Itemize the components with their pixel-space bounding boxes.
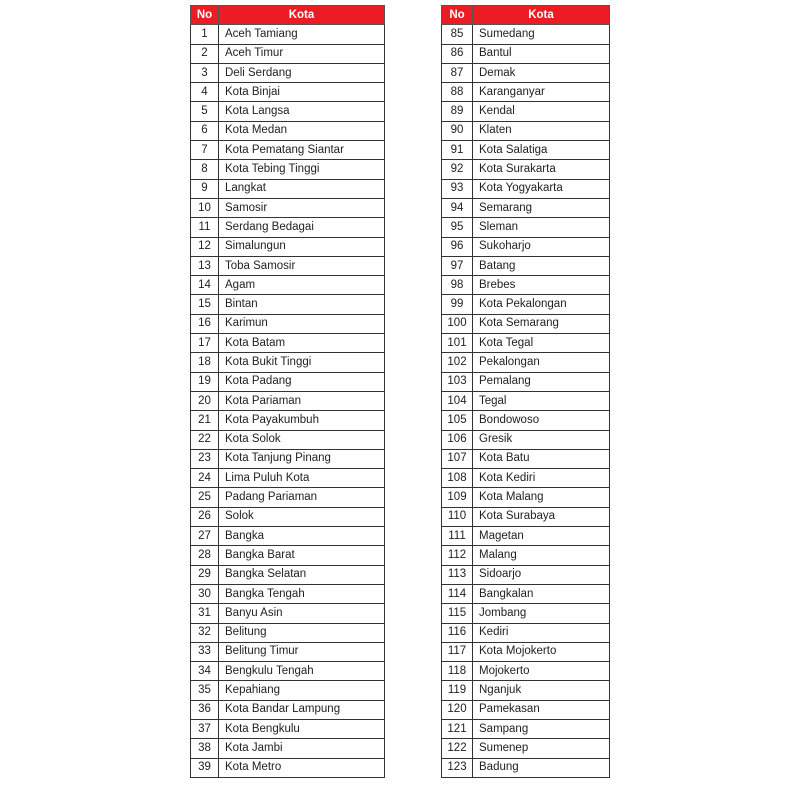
table-row [442, 719, 610, 738]
table-row [191, 604, 385, 623]
city-name: Brebes [473, 276, 610, 295]
city-name: Jombang [473, 604, 610, 623]
city-name: Kota Surakarta [473, 160, 610, 179]
table-row [191, 334, 385, 353]
city-name: Kota Malang [473, 488, 610, 507]
table-row [442, 179, 610, 198]
row-number: 18 [191, 353, 219, 372]
row-number: 108 [442, 469, 473, 488]
table-row [191, 198, 385, 217]
city-name: Agam [219, 276, 385, 295]
table-row [191, 237, 385, 256]
city-name: Sumenep [473, 739, 610, 758]
row-number: 35 [191, 681, 219, 700]
city-table-right [441, 5, 610, 778]
row-number: 9 [191, 179, 219, 198]
city-name: Bintan [219, 295, 385, 314]
row-number: 89 [442, 102, 473, 121]
city-name: Pekalongan [473, 353, 610, 372]
table-row [442, 739, 610, 758]
table-row [442, 411, 610, 430]
city-name: Kota Kediri [473, 469, 610, 488]
city-name: Solok [219, 507, 385, 526]
row-number: 112 [442, 546, 473, 565]
city-name: Pamekasan [473, 700, 610, 719]
table-row [191, 488, 385, 507]
row-number: 16 [191, 314, 219, 333]
table-row [191, 160, 385, 179]
table-row [442, 295, 610, 314]
row-number: 110 [442, 507, 473, 526]
row-number: 1 [191, 25, 219, 44]
row-number: 118 [442, 662, 473, 681]
row-number: 92 [442, 160, 473, 179]
row-number: 33 [191, 642, 219, 661]
row-number: 22 [191, 430, 219, 449]
table-row [442, 565, 610, 584]
city-name: Sukoharjo [473, 237, 610, 256]
row-number: 90 [442, 121, 473, 140]
table-row [442, 449, 610, 468]
city-name: Kota Binjai [219, 83, 385, 102]
row-number: 29 [191, 565, 219, 584]
row-number: 104 [442, 391, 473, 410]
city-name: Simalungun [219, 237, 385, 256]
table-row [191, 372, 385, 391]
table-row [191, 295, 385, 314]
city-name: Sumedang [473, 25, 610, 44]
city-name: Kota Pematang Siantar [219, 141, 385, 160]
city-name: Deli Serdang [219, 63, 385, 82]
row-number: 2 [191, 44, 219, 63]
row-number: 34 [191, 662, 219, 681]
row-number: 23 [191, 449, 219, 468]
city-name: Kota Mojokerto [473, 642, 610, 661]
city-name: Semarang [473, 198, 610, 217]
table-row [442, 700, 610, 719]
table-row [191, 700, 385, 719]
city-name: Kota Batam [219, 334, 385, 353]
table-row [442, 256, 610, 275]
city-name: Kota Jambi [219, 739, 385, 758]
row-number: 5 [191, 102, 219, 121]
city-name: Nganjuk [473, 681, 610, 700]
table-row [442, 391, 610, 410]
city-name: Bangka [219, 527, 385, 546]
row-number: 25 [191, 488, 219, 507]
row-number: 21 [191, 411, 219, 430]
table-row [191, 314, 385, 333]
city-name: Kota Bandar Lampung [219, 700, 385, 719]
table-row [442, 488, 610, 507]
city-name: Kota Medan [219, 121, 385, 140]
row-number: 8 [191, 160, 219, 179]
city-name: Kota Tanjung Pinang [219, 449, 385, 468]
row-number: 119 [442, 681, 473, 700]
row-number: 113 [442, 565, 473, 584]
row-number: 101 [442, 334, 473, 353]
header-kota: Kota [219, 6, 385, 25]
table-row [191, 63, 385, 82]
table-row [442, 83, 610, 102]
table-row [442, 141, 610, 160]
table-row [191, 681, 385, 700]
city-name: Kota Batu [473, 449, 610, 468]
table-row [191, 449, 385, 468]
row-number: 91 [442, 141, 473, 160]
row-number: 38 [191, 739, 219, 758]
row-number: 3 [191, 63, 219, 82]
header-kota: Kota [473, 6, 610, 25]
header-no: No [442, 6, 473, 25]
row-number: 36 [191, 700, 219, 719]
city-name: Demak [473, 63, 610, 82]
row-number: 122 [442, 739, 473, 758]
table-row [191, 546, 385, 565]
city-name: Kota Pariaman [219, 391, 385, 410]
city-name: Kota Surabaya [473, 507, 610, 526]
table-row [191, 83, 385, 102]
row-number: 100 [442, 314, 473, 333]
row-number: 121 [442, 719, 473, 738]
row-number: 4 [191, 83, 219, 102]
row-number: 27 [191, 527, 219, 546]
city-name: Kota Yogyakarta [473, 179, 610, 198]
city-name: Bangka Barat [219, 546, 385, 565]
table-row [191, 758, 385, 777]
row-number: 11 [191, 218, 219, 237]
table-row [442, 44, 610, 63]
row-number: 39 [191, 758, 219, 777]
city-name: Bengkulu Tengah [219, 662, 385, 681]
row-number: 14 [191, 276, 219, 295]
table-row [191, 642, 385, 661]
row-number: 15 [191, 295, 219, 314]
city-name: Batang [473, 256, 610, 275]
row-number: 88 [442, 83, 473, 102]
table-row [191, 662, 385, 681]
row-number: 99 [442, 295, 473, 314]
table-row [191, 44, 385, 63]
city-name: Magetan [473, 527, 610, 546]
row-number: 85 [442, 25, 473, 44]
row-number: 26 [191, 507, 219, 526]
city-name: Kota Salatiga [473, 141, 610, 160]
table-row [191, 411, 385, 430]
city-name: Bangkalan [473, 584, 610, 603]
city-name: Toba Samosir [219, 256, 385, 275]
table-row [442, 198, 610, 217]
city-name: Karanganyar [473, 83, 610, 102]
city-name: Kota Solok [219, 430, 385, 449]
row-number: 94 [442, 198, 473, 217]
city-name: Belitung [219, 623, 385, 642]
city-name: Kota Pekalongan [473, 295, 610, 314]
table-row [442, 758, 610, 777]
row-number: 31 [191, 604, 219, 623]
row-number: 103 [442, 372, 473, 391]
row-number: 17 [191, 334, 219, 353]
table-row [191, 218, 385, 237]
table-row [191, 391, 385, 410]
table-row [442, 63, 610, 82]
row-number: 10 [191, 198, 219, 217]
city-name: Kota Langsa [219, 102, 385, 121]
table-row [442, 546, 610, 565]
city-name: Bantul [473, 44, 610, 63]
table-row [442, 160, 610, 179]
row-number: 93 [442, 179, 473, 198]
row-number: 28 [191, 546, 219, 565]
table-row [442, 430, 610, 449]
row-number: 32 [191, 623, 219, 642]
table-row [191, 179, 385, 198]
city-name: Bangka Selatan [219, 565, 385, 584]
city-name: Kota Bengkulu [219, 719, 385, 738]
city-name: Banyu Asin [219, 604, 385, 623]
row-number: 37 [191, 719, 219, 738]
city-name: Padang Pariaman [219, 488, 385, 507]
table-row [442, 662, 610, 681]
table-row [442, 276, 610, 295]
city-name: Tegal [473, 391, 610, 410]
row-number: 114 [442, 584, 473, 603]
table-row [191, 507, 385, 526]
city-name: Aceh Timur [219, 44, 385, 63]
city-name: Kota Bukit Tinggi [219, 353, 385, 372]
table-row [442, 623, 610, 642]
table-row [191, 430, 385, 449]
row-number: 120 [442, 700, 473, 719]
table-row [442, 121, 610, 140]
city-name: Kepahiang [219, 681, 385, 700]
header-no: No [191, 6, 219, 25]
table-row [191, 353, 385, 372]
table-row [191, 276, 385, 295]
city-name: Langkat [219, 179, 385, 198]
table-row [191, 141, 385, 160]
city-name: Kota Padang [219, 372, 385, 391]
city-name: Kota Semarang [473, 314, 610, 333]
table-row [442, 604, 610, 623]
row-number: 107 [442, 449, 473, 468]
row-number: 6 [191, 121, 219, 140]
table-row [442, 681, 610, 700]
table-row [442, 642, 610, 661]
table-row [191, 584, 385, 603]
table-row [442, 102, 610, 121]
table-row [191, 25, 385, 44]
table-row [191, 719, 385, 738]
row-number: 30 [191, 584, 219, 603]
table-row [191, 469, 385, 488]
city-name: Lima Puluh Kota [219, 469, 385, 488]
row-number: 116 [442, 623, 473, 642]
table-row [442, 527, 610, 546]
table-row [442, 314, 610, 333]
row-number: 19 [191, 372, 219, 391]
row-number: 115 [442, 604, 473, 623]
row-number: 7 [191, 141, 219, 160]
table-row [191, 256, 385, 275]
row-number: 20 [191, 391, 219, 410]
row-number: 102 [442, 353, 473, 372]
table-row [442, 584, 610, 603]
city-name: Bondowoso [473, 411, 610, 430]
table-row [191, 102, 385, 121]
city-name: Malang [473, 546, 610, 565]
row-number: 86 [442, 44, 473, 63]
table-row [442, 218, 610, 237]
row-number: 87 [442, 63, 473, 82]
city-name: Sampang [473, 719, 610, 738]
table-row [442, 507, 610, 526]
table-row [442, 353, 610, 372]
city-name: Badung [473, 758, 610, 777]
city-name: Gresik [473, 430, 610, 449]
city-name: Mojokerto [473, 662, 610, 681]
table-row [442, 237, 610, 256]
city-name: Serdang Bedagai [219, 218, 385, 237]
row-number: 96 [442, 237, 473, 256]
city-name: Kendal [473, 102, 610, 121]
city-name: Pemalang [473, 372, 610, 391]
table-row [442, 334, 610, 353]
city-name: Sidoarjo [473, 565, 610, 584]
row-number: 97 [442, 256, 473, 275]
city-name: Kediri [473, 623, 610, 642]
row-number: 109 [442, 488, 473, 507]
row-number: 111 [442, 527, 473, 546]
table-row [442, 25, 610, 44]
city-name: Sleman [473, 218, 610, 237]
table-row [442, 372, 610, 391]
city-name: Aceh Tamiang [219, 25, 385, 44]
table-row [191, 623, 385, 642]
table-row [191, 739, 385, 758]
city-name: Kota Payakumbuh [219, 411, 385, 430]
table-row [191, 565, 385, 584]
row-number: 106 [442, 430, 473, 449]
row-number: 117 [442, 642, 473, 661]
city-table-left [190, 5, 385, 778]
row-number: 98 [442, 276, 473, 295]
table-row [191, 527, 385, 546]
city-name: Samosir [219, 198, 385, 217]
city-name: Klaten [473, 121, 610, 140]
row-number: 12 [191, 237, 219, 256]
row-number: 95 [442, 218, 473, 237]
city-name: Belitung Timur [219, 642, 385, 661]
row-number: 24 [191, 469, 219, 488]
table-row [191, 121, 385, 140]
row-number: 13 [191, 256, 219, 275]
city-name: Kota Metro [219, 758, 385, 777]
row-number: 105 [442, 411, 473, 430]
city-name: Karimun [219, 314, 385, 333]
city-name: Kota Tegal [473, 334, 610, 353]
row-number: 123 [442, 758, 473, 777]
city-name: Bangka Tengah [219, 584, 385, 603]
table-row [442, 469, 610, 488]
city-name: Kota Tebing Tinggi [219, 160, 385, 179]
